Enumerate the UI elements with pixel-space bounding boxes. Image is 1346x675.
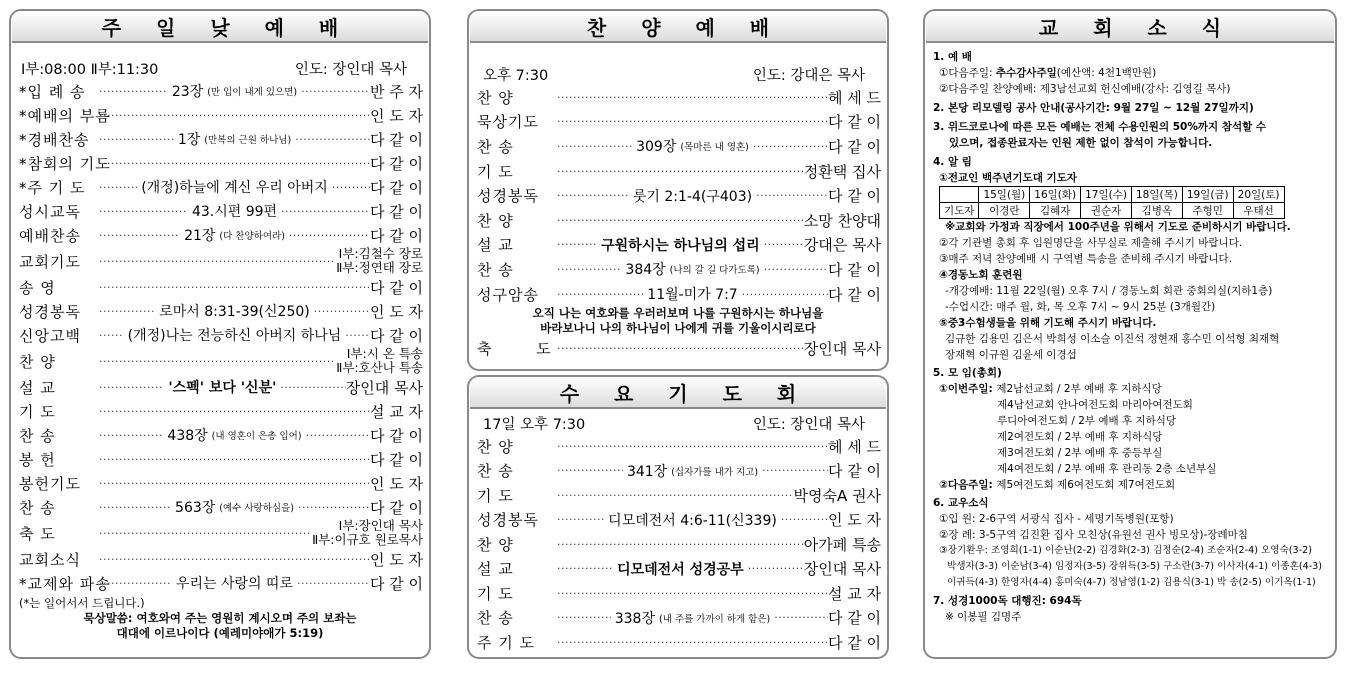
prayer-table-row bbox=[940, 203, 1285, 219]
dot-leader bbox=[557, 342, 804, 355]
news-next-sunday-meeting bbox=[925, 477, 1335, 493]
dot-leader bbox=[99, 157, 370, 170]
wednesday-item-row bbox=[469, 434, 887, 459]
prayer-day-cell bbox=[940, 187, 979, 203]
news-covid-1: 3. 위드코로나에 따른 모든 예배는 전체 수용인원의 50%까지 참석할 수 bbox=[933, 121, 1267, 133]
dot-leader bbox=[295, 133, 370, 146]
dot-leader bbox=[99, 553, 370, 566]
dot-leader bbox=[297, 577, 370, 590]
sunday-item-person-2: Ⅱ부:이규호 원로목사 bbox=[312, 532, 423, 547]
praise-item-label: 설 교 bbox=[477, 236, 514, 255]
sunday-item-content: 43.시편 99편 bbox=[191, 204, 278, 220]
news-this-sunday-head: ①이번주일: bbox=[939, 383, 997, 395]
prayer-name-cell: 이경란 bbox=[979, 203, 1030, 219]
praise-service-leader: 인도: 강대은 목사 bbox=[752, 67, 865, 84]
dot-leader bbox=[557, 238, 597, 251]
praise-item-label: 기 도 bbox=[477, 162, 514, 181]
sunday-item-label: *입 례 송 bbox=[19, 82, 86, 101]
sunday-item-label: *주 기 도 bbox=[19, 178, 86, 197]
dot-leader bbox=[764, 238, 804, 251]
sunday-item-person-1: Ⅰ부:시 온 특송 bbox=[346, 346, 423, 361]
dot-leader bbox=[332, 181, 370, 194]
dot-leader bbox=[774, 611, 828, 624]
sunday-item-row bbox=[11, 423, 429, 447]
dot-leader bbox=[99, 577, 172, 590]
wednesday-item-person: 다 같 이 bbox=[827, 609, 881, 628]
dot-leader bbox=[557, 464, 623, 477]
sunday-item-row bbox=[11, 175, 429, 199]
sunday-item-hymn-title: (다 찬양하여라) bbox=[219, 231, 285, 242]
news-this-sunday-1 bbox=[925, 381, 1335, 397]
sunday-item-hymn-title: (내 영혼이 은총 입어) bbox=[211, 431, 302, 442]
dot-leader bbox=[557, 562, 613, 575]
sunday-item-row bbox=[11, 275, 429, 299]
news-section-notice: 4. 알 림 bbox=[933, 156, 972, 168]
dot-leader bbox=[781, 513, 828, 526]
dot-leader bbox=[557, 214, 804, 227]
wednesday-header bbox=[469, 412, 887, 434]
wednesday-prayer-panel bbox=[467, 375, 889, 659]
sunday-item-person-2: Ⅱ부:정연태 장로 bbox=[336, 260, 423, 275]
praise-item-content: 11월-미가 7:7 bbox=[647, 287, 738, 304]
sunday-footnote: (*는 일어서서 드립니다.) bbox=[19, 596, 145, 610]
sunday-item-hymn-title: (예수 사랑하심을) bbox=[219, 503, 294, 514]
wednesday-prayer-title: 수 요 기 도 회 bbox=[470, 377, 886, 409]
sunday-item-content: 438장 bbox=[167, 428, 208, 444]
wednesday-item-row bbox=[469, 483, 887, 508]
sunday-item-label: *경배찬송 bbox=[19, 130, 90, 149]
meditation-line-1: 묵상말씀: 여호와여 주는 영원히 계시오며 주의 보좌는 bbox=[83, 611, 357, 625]
dot-leader bbox=[557, 189, 629, 202]
dot-leader bbox=[99, 85, 168, 98]
wednesday-time: 17일 오후 7:30 bbox=[483, 416, 586, 433]
sunday-item-label: 찬 양 bbox=[19, 352, 56, 371]
praise-item-content: 384장 bbox=[625, 262, 666, 279]
news-bible-reading-names: ※ 이봉필 김명주 bbox=[945, 611, 1022, 623]
sunday-item-person: 다 같 이 bbox=[369, 326, 423, 345]
praise-item-row bbox=[469, 208, 887, 233]
praise-benediction-row bbox=[469, 336, 887, 360]
dot-leader bbox=[99, 109, 370, 122]
news-section-worship: 1. 예 배 bbox=[933, 51, 972, 63]
prayer-day-cell: 20일(토) bbox=[1233, 187, 1284, 203]
dot-leader bbox=[99, 429, 163, 442]
dot-leader bbox=[289, 229, 370, 242]
wednesday-item-row bbox=[469, 606, 887, 631]
wednesday-leader: 인도: 장인대 목사 bbox=[752, 416, 865, 433]
sunday-item-label: 성경봉독 bbox=[19, 302, 81, 321]
news-training-class: -수업시간: 매주 월, 화, 목 오후 7시 ~ 9시 25분 (3개월간) bbox=[945, 301, 1216, 313]
dot-leader bbox=[280, 381, 345, 394]
wednesday-item-row bbox=[469, 508, 887, 533]
wednesday-item-person: 아가페 특송 bbox=[803, 535, 881, 554]
sunday-item-row bbox=[11, 323, 429, 347]
wednesday-item-label: 찬 양 bbox=[477, 437, 514, 456]
dot-leader bbox=[99, 305, 155, 318]
sunday-item-content: (개정)하늘에 계신 우리 아버지 bbox=[141, 180, 328, 196]
praise-item-label: 성경봉독 bbox=[477, 187, 539, 206]
sunday-item-row bbox=[11, 375, 429, 399]
news-this-sunday-text: 제2남선교회 / 2부 예배 후 지하식당 bbox=[996, 383, 1162, 395]
sunday-item-person: 인 도 자 bbox=[369, 106, 423, 125]
news-prayer-list-title: ①전교인 백주년기도대 기도자 bbox=[939, 172, 1077, 184]
praise-item-row bbox=[469, 159, 887, 184]
praise-service-title: 찬 양 예 배 bbox=[470, 11, 886, 43]
sunday-item-row bbox=[11, 127, 429, 151]
sunday-item-person-1: Ⅰ부:장인대 목사 bbox=[338, 518, 423, 533]
news-officer-list: ②각 기관별 총회 후 임원명단을 사무실로 제출해 주시기 바랍니다. bbox=[939, 237, 1243, 249]
praise-item-person: 강대은 목사 bbox=[803, 236, 881, 255]
sunday-item-row bbox=[11, 79, 429, 103]
sunday-item-person: 다 같 이 bbox=[369, 498, 423, 517]
wednesday-item-hymn-title: (십자가를 내가 지고) bbox=[671, 466, 759, 478]
sunday-item-hymn-title: (만복의 근원 하나님) bbox=[204, 135, 292, 146]
praise-order-list bbox=[469, 85, 887, 306]
sunday-item-row bbox=[11, 347, 429, 375]
dot-leader bbox=[99, 453, 370, 466]
sunday-item-person: 다 같 이 bbox=[369, 154, 423, 173]
wednesday-item-label: 설 교 bbox=[477, 560, 514, 579]
praise-item-label: 찬 양 bbox=[477, 211, 514, 230]
sunday-item-person: 인 도 자 bbox=[369, 302, 423, 321]
sunday-item-row bbox=[11, 571, 429, 595]
wednesday-item-content: 디모데전서 4:6-11(신339) bbox=[608, 512, 777, 529]
wednesday-item-hymn-title: (내 주를 가까이 하게 함은) bbox=[658, 613, 771, 625]
praise-service-header bbox=[469, 63, 887, 85]
sunday-item-person: 다 같 이 bbox=[369, 178, 423, 197]
sunday-service-title: 주 일 낮 예 배 bbox=[12, 11, 428, 43]
dot-leader bbox=[99, 255, 336, 268]
wednesday-item-person: 설 교 자 bbox=[827, 584, 881, 603]
memory-verse-line-1: 오직 나는 여호와를 우러러보며 나를 구원하시는 하나님을 bbox=[532, 306, 824, 321]
news-next-sunday-head: ①다음주일: bbox=[939, 67, 996, 79]
news-prayer-note: ※교회와 가정과 직장에서 100주년을 위해서 기도로 준비하시기 바랍니다. bbox=[945, 221, 1291, 233]
dot-leader bbox=[756, 189, 828, 202]
news-hospital: ①입 원: 2-6구역 서광식 집사 - 세명기독병원(포항) bbox=[939, 513, 1174, 525]
news-funeral: ②장 례: 3-5구역 김진환 집사 모친상(유원선 권사 빙모상)-장례마침 bbox=[939, 529, 1248, 541]
wednesday-item-label: 기 도 bbox=[477, 486, 514, 505]
sunday-item-row bbox=[11, 547, 429, 571]
praise-item-person: 다 같 이 bbox=[827, 113, 881, 132]
sunday-item-content: (개정)나는 전능하신 아버지 하나님 bbox=[127, 328, 342, 344]
news-next-sunday bbox=[925, 65, 1335, 81]
sunday-item-content: 21장 bbox=[184, 228, 216, 244]
wednesday-order-list bbox=[469, 434, 887, 655]
sunday-service-panel bbox=[9, 9, 431, 659]
wednesday-item-row bbox=[469, 581, 887, 606]
praise-item-row bbox=[469, 85, 887, 110]
dot-leader bbox=[764, 263, 828, 276]
wednesday-item-label: 성경봉독 bbox=[477, 511, 539, 530]
wednesday-item-content: 341장 bbox=[626, 463, 668, 480]
wednesday-item-person: 장인대 목사 bbox=[803, 560, 881, 579]
praise-item-row bbox=[469, 110, 887, 135]
dot-leader bbox=[99, 381, 164, 394]
sunday-item-person bbox=[312, 519, 423, 547]
news-patients-1: ③장기환우: 조영희(1-1) 이순난(2-2) 김경화(2-3) 김정순(2-4) 조순자(2-4) 오영숙(3-2) bbox=[939, 545, 1312, 556]
praise-item-hymn-title: (목마른 내 영혼) bbox=[680, 142, 749, 154]
praise-item-content: 309장 bbox=[636, 139, 677, 156]
memory-verse bbox=[469, 306, 887, 336]
praise-item-person: 헤 세 드 bbox=[827, 88, 881, 107]
sunday-item-person: 다 같 이 bbox=[369, 202, 423, 221]
sunday-service-time: Ⅰ부:08:00 Ⅱ부:11:30 bbox=[21, 61, 159, 78]
praise-item-hymn-title: (나의 갈 길 다가도록) bbox=[669, 265, 760, 277]
wednesday-item-label: 찬 송 bbox=[477, 609, 514, 628]
news-covid-2: 있으며, 접종완료자는 인원 제한 없이 참석이 가능합니다. bbox=[949, 137, 1213, 149]
sunday-item-content: 우리는 사랑의 띠로 bbox=[175, 576, 294, 592]
news-next-sunday-meeting-head: ②다음주일: bbox=[939, 479, 997, 491]
dot-leader bbox=[281, 205, 370, 218]
sunday-item-person: 인 도 자 bbox=[369, 474, 423, 493]
news-section-members: 6. 교우소식 bbox=[933, 497, 989, 509]
wednesday-item-person: 헤 세 드 bbox=[827, 437, 881, 456]
news-next-sunday-meeting-text: 제5여전도회 제6여전도회 제7여전도회 bbox=[996, 479, 1176, 491]
sunday-item-row bbox=[11, 519, 429, 547]
sunday-item-label: *참회의 기도 bbox=[19, 154, 111, 173]
praise-item-content: 구원하시는 하나님의 섭리 bbox=[601, 237, 760, 254]
dot-leader bbox=[557, 636, 828, 649]
praise-service-panel bbox=[467, 9, 889, 371]
sunday-item-person bbox=[336, 347, 423, 375]
sunday-item-label: 성시교독 bbox=[19, 202, 81, 221]
prayer-day-cell: 19일(금) bbox=[1182, 187, 1233, 203]
sunday-item-person: 다 같 이 bbox=[369, 278, 423, 297]
news-this-sunday-4: 제2여전도회 / 2부 예배 후 지하식당 bbox=[997, 431, 1163, 443]
news-next-praise: ②다음주일 찬양예배: 제3남선교회 헌신예배(강사: 김영길 목사) bbox=[939, 83, 1231, 95]
prayer-day-cell: 16일(화) bbox=[1030, 187, 1081, 203]
praise-item-row bbox=[469, 233, 887, 258]
prayer-name-cell: 기도자 bbox=[940, 203, 979, 219]
sunday-item-content: 로마서 8:31-39(신250) bbox=[159, 304, 310, 320]
prayer-day-cell: 15일(월) bbox=[979, 187, 1030, 203]
news-this-sunday-3: 루디아여전도회 / 2부 예배 후 지하식당 bbox=[997, 415, 1177, 427]
sunday-item-label: 신앙고백 bbox=[19, 326, 81, 345]
praise-item-person: 정환택 집사 bbox=[803, 162, 881, 181]
news-next-sunday-bold: 추수감사주일 bbox=[995, 67, 1057, 79]
news-students-title: ⑤중3수험생들을 위해 기도해 주시기 바랍니다. bbox=[939, 317, 1157, 329]
praise-benediction-label: 축 도 bbox=[477, 339, 571, 358]
sunday-item-person: 장인대 목사 bbox=[345, 378, 423, 397]
wednesday-item-row bbox=[469, 532, 887, 557]
sunday-item-row bbox=[11, 199, 429, 223]
dot-leader bbox=[99, 329, 124, 342]
dot-leader bbox=[748, 562, 804, 575]
news-training-opening: -개강예배: 11월 22일(월) 오후 7시 / 경동노회 회관 중회의실(지하1층) bbox=[945, 285, 1273, 297]
news-training-title: ④경동노회 훈련원 bbox=[939, 269, 1023, 281]
meditation-line-2: 대대에 이르나이다 (예레미야애가 5:19) bbox=[116, 626, 324, 640]
wednesday-item-row bbox=[469, 630, 887, 655]
news-students-1: 김규한 김용민 김은서 박희성 이소슬 이진석 정현재 홍수민 이석형 최재혁 bbox=[945, 333, 1280, 345]
dot-leader bbox=[314, 305, 370, 318]
dot-leader bbox=[557, 115, 828, 128]
dot-leader bbox=[557, 587, 828, 600]
praise-item-row bbox=[469, 183, 887, 208]
praise-item-label: 묵상기도 bbox=[477, 113, 539, 132]
dot-leader bbox=[298, 501, 370, 514]
news-next-sunday-rest: (예산액: 4천1백만원) bbox=[1056, 67, 1157, 79]
sunday-item-person bbox=[336, 247, 423, 275]
sunday-item-label: 봉 헌 bbox=[19, 450, 56, 469]
prayer-day-cell: 17일(수) bbox=[1081, 187, 1132, 203]
sunday-item-label: 봉헌기도 bbox=[19, 474, 81, 493]
praise-item-row bbox=[469, 257, 887, 282]
sunday-item-person: 설 교 자 bbox=[369, 402, 423, 421]
wednesday-item-label: 주 기 도 bbox=[477, 633, 536, 652]
dot-leader bbox=[557, 513, 604, 526]
prayer-name-cell: 우태선 bbox=[1233, 203, 1284, 219]
sunday-item-person: 다 같 이 bbox=[369, 574, 423, 593]
news-this-sunday-5: 제3여전도회 / 2부 예배 후 중등부실 bbox=[997, 447, 1163, 459]
wednesday-item-content: 디모데전서 성경공부 bbox=[617, 561, 744, 578]
sunday-item-person: 반 주 자 bbox=[369, 82, 423, 101]
sunday-item-row bbox=[11, 103, 429, 127]
sunday-item-row bbox=[11, 399, 429, 423]
dot-leader bbox=[557, 489, 794, 502]
sunday-item-person: 다 같 이 bbox=[369, 226, 423, 245]
sunday-item-person: 인 도 자 bbox=[369, 550, 423, 569]
news-this-sunday-6: 제4여전도회 / 2부 예배 후 관리동 2층 소년부실 bbox=[997, 463, 1217, 475]
sunday-service-header bbox=[11, 57, 429, 79]
dot-leader bbox=[306, 429, 370, 442]
church-news-title: 교 회 소 식 bbox=[926, 11, 1334, 43]
dot-leader bbox=[99, 133, 174, 146]
sunday-item-row bbox=[11, 151, 429, 175]
sunday-item-content: 563장 bbox=[175, 500, 216, 516]
praise-item-label: 찬 송 bbox=[477, 260, 514, 279]
wednesday-item-row bbox=[469, 459, 887, 484]
praise-benediction-right: 장인대 목사 bbox=[803, 339, 881, 358]
news-this-sunday-2: 제4남선교회 안나여전도회 마리아여전도회 bbox=[997, 399, 1193, 411]
sunday-item-row bbox=[11, 223, 429, 247]
wednesday-item-person: 다 같 이 bbox=[827, 633, 881, 652]
wednesday-item-label: 기 도 bbox=[477, 584, 514, 603]
sunday-item-row bbox=[11, 299, 429, 323]
news-remodeling: 2. 본당 리모델링 공사 안내(공사기간: 9월 27일 ~ 12월 27일까지) bbox=[933, 102, 1254, 114]
prayer-name-cell: 김혜자 bbox=[1030, 203, 1081, 219]
wednesday-item-person: 다 같 이 bbox=[828, 462, 882, 481]
dot-leader bbox=[557, 611, 611, 624]
praise-item-row bbox=[469, 134, 887, 159]
memory-verse-line-2: 바라보나니 나의 하나님이 나에게 귀를 기울이시리로다 bbox=[540, 321, 816, 336]
dot-leader bbox=[345, 329, 370, 342]
dot-leader bbox=[557, 263, 621, 276]
sunday-item-label: 찬 송 bbox=[19, 498, 56, 517]
prayer-name-cell: 김병옥 bbox=[1131, 203, 1182, 219]
sunday-item-label: 교회기도 bbox=[19, 252, 81, 271]
dot-leader bbox=[99, 181, 137, 194]
sunday-service-leader: 인도: 장인대 목사 bbox=[294, 61, 407, 78]
wednesday-item-content: 338장 bbox=[614, 610, 655, 627]
prayer-day-cell: 18일(목) bbox=[1131, 187, 1182, 203]
news-patients-3: 이귀득(4-3) 한영자(4-4) 홍미숙(4-7) 정남영(1-2) 김용식(3-1) 박 송(2-5) 이기옥(1-1) bbox=[947, 577, 1316, 588]
dot-leader bbox=[557, 440, 828, 453]
sunday-item-content: '스펙' 보다 '신분' bbox=[168, 380, 277, 396]
dot-leader bbox=[99, 355, 336, 368]
dot-leader bbox=[557, 538, 804, 551]
praise-item-content: 룻기 2:1-4(구403) bbox=[632, 188, 753, 205]
sunday-item-label: *예배의 부름 bbox=[19, 106, 111, 125]
sunday-item-label: 축 도 bbox=[19, 524, 56, 543]
dot-leader bbox=[99, 405, 370, 418]
wednesday-item-label: 찬 송 bbox=[477, 462, 514, 481]
sunday-item-row bbox=[11, 247, 429, 275]
praise-item-person: 다 같 이 bbox=[827, 285, 881, 304]
sunday-item-row bbox=[11, 471, 429, 495]
sunday-item-person: 다 같 이 bbox=[369, 426, 423, 445]
news-students-2: 장재혁 이규원 김윤세 이경섭 bbox=[945, 349, 1077, 361]
sunday-item-person-1: Ⅰ부:김철수 장로 bbox=[338, 246, 423, 261]
wednesday-item-label: 찬 양 bbox=[477, 535, 514, 554]
dot-leader bbox=[99, 205, 188, 218]
dot-leader bbox=[557, 140, 632, 153]
dot-leader bbox=[762, 464, 828, 477]
dot-leader bbox=[753, 140, 828, 153]
dot-leader bbox=[99, 501, 171, 514]
news-patients-2: 박생자(3-3) 이순남(3-4) 임정자(3-5) 장위득(3-5) 구소란(3-7) 이사자(4-1) 이종혼(4-3) bbox=[947, 561, 1323, 572]
dot-leader bbox=[557, 165, 804, 178]
church-news-panel bbox=[923, 9, 1337, 659]
prayer-name-cell: 주형민 bbox=[1182, 203, 1233, 219]
praise-item-label: 찬 양 bbox=[477, 88, 514, 107]
sunday-item-label: 예배찬송 bbox=[19, 226, 81, 245]
sunday-item-label: 송 영 bbox=[19, 278, 56, 297]
sunday-item-person: 다 같 이 bbox=[370, 130, 424, 149]
dot-leader bbox=[99, 477, 370, 490]
prayer-table-header bbox=[940, 187, 1285, 203]
news-section-meetings: 5. 모 임(총회) bbox=[933, 367, 1002, 379]
sunday-item-hymn-title: (만 입이 내게 있으면) bbox=[207, 87, 298, 98]
dot-leader bbox=[301, 85, 370, 98]
dot-leader bbox=[557, 288, 643, 301]
sunday-item-row bbox=[11, 447, 429, 471]
praise-item-person: 다 같 이 bbox=[827, 137, 881, 156]
sunday-item-label: 기 도 bbox=[19, 402, 56, 421]
prayer-schedule-table bbox=[939, 186, 1285, 219]
sunday-item-content: 23장 bbox=[171, 84, 204, 100]
news-bible-reading: 7. 성경1000독 대행진: 694독 bbox=[933, 595, 1082, 607]
meditation-verse bbox=[11, 611, 429, 641]
sunday-item-content: 1장 bbox=[177, 132, 201, 148]
wednesday-item-person: 인 도 자 bbox=[827, 511, 881, 530]
praise-item-label: 성구암송 bbox=[477, 285, 539, 304]
sunday-item-label: 설 교 bbox=[19, 378, 56, 397]
praise-item-person: 다 같 이 bbox=[827, 260, 881, 279]
dot-leader bbox=[99, 229, 180, 242]
dot-leader bbox=[99, 281, 370, 294]
wednesday-item-row bbox=[469, 557, 887, 582]
sunday-item-row bbox=[11, 495, 429, 519]
praise-item-label: 찬 송 bbox=[477, 137, 514, 156]
praise-service-time: 오후 7:30 bbox=[483, 67, 549, 84]
dot-leader bbox=[99, 527, 312, 540]
sunday-item-label: *교제와 파송 bbox=[19, 574, 111, 593]
praise-item-row bbox=[469, 282, 887, 307]
praise-item-person: 소망 찬양대 bbox=[803, 211, 881, 230]
sunday-order-list bbox=[11, 79, 429, 595]
wednesday-item-person: 박영숙A 권사 bbox=[793, 486, 881, 505]
sunday-item-person: 다 같 이 bbox=[369, 450, 423, 469]
sunday-item-label: 찬 송 bbox=[19, 426, 56, 445]
praise-item-person: 다 같 이 bbox=[827, 187, 881, 206]
sunday-item-person-2: Ⅱ부:호산나 특송 bbox=[336, 360, 423, 375]
dot-leader bbox=[557, 91, 828, 104]
news-district-song: ③매주 저녁 찬양예배 시 구역별 특송을 준비해 주시기 바랍니다. bbox=[939, 253, 1233, 265]
dot-leader bbox=[742, 288, 828, 301]
prayer-name-cell: 권순자 bbox=[1081, 203, 1132, 219]
sunday-item-label: 교회소식 bbox=[19, 550, 81, 569]
